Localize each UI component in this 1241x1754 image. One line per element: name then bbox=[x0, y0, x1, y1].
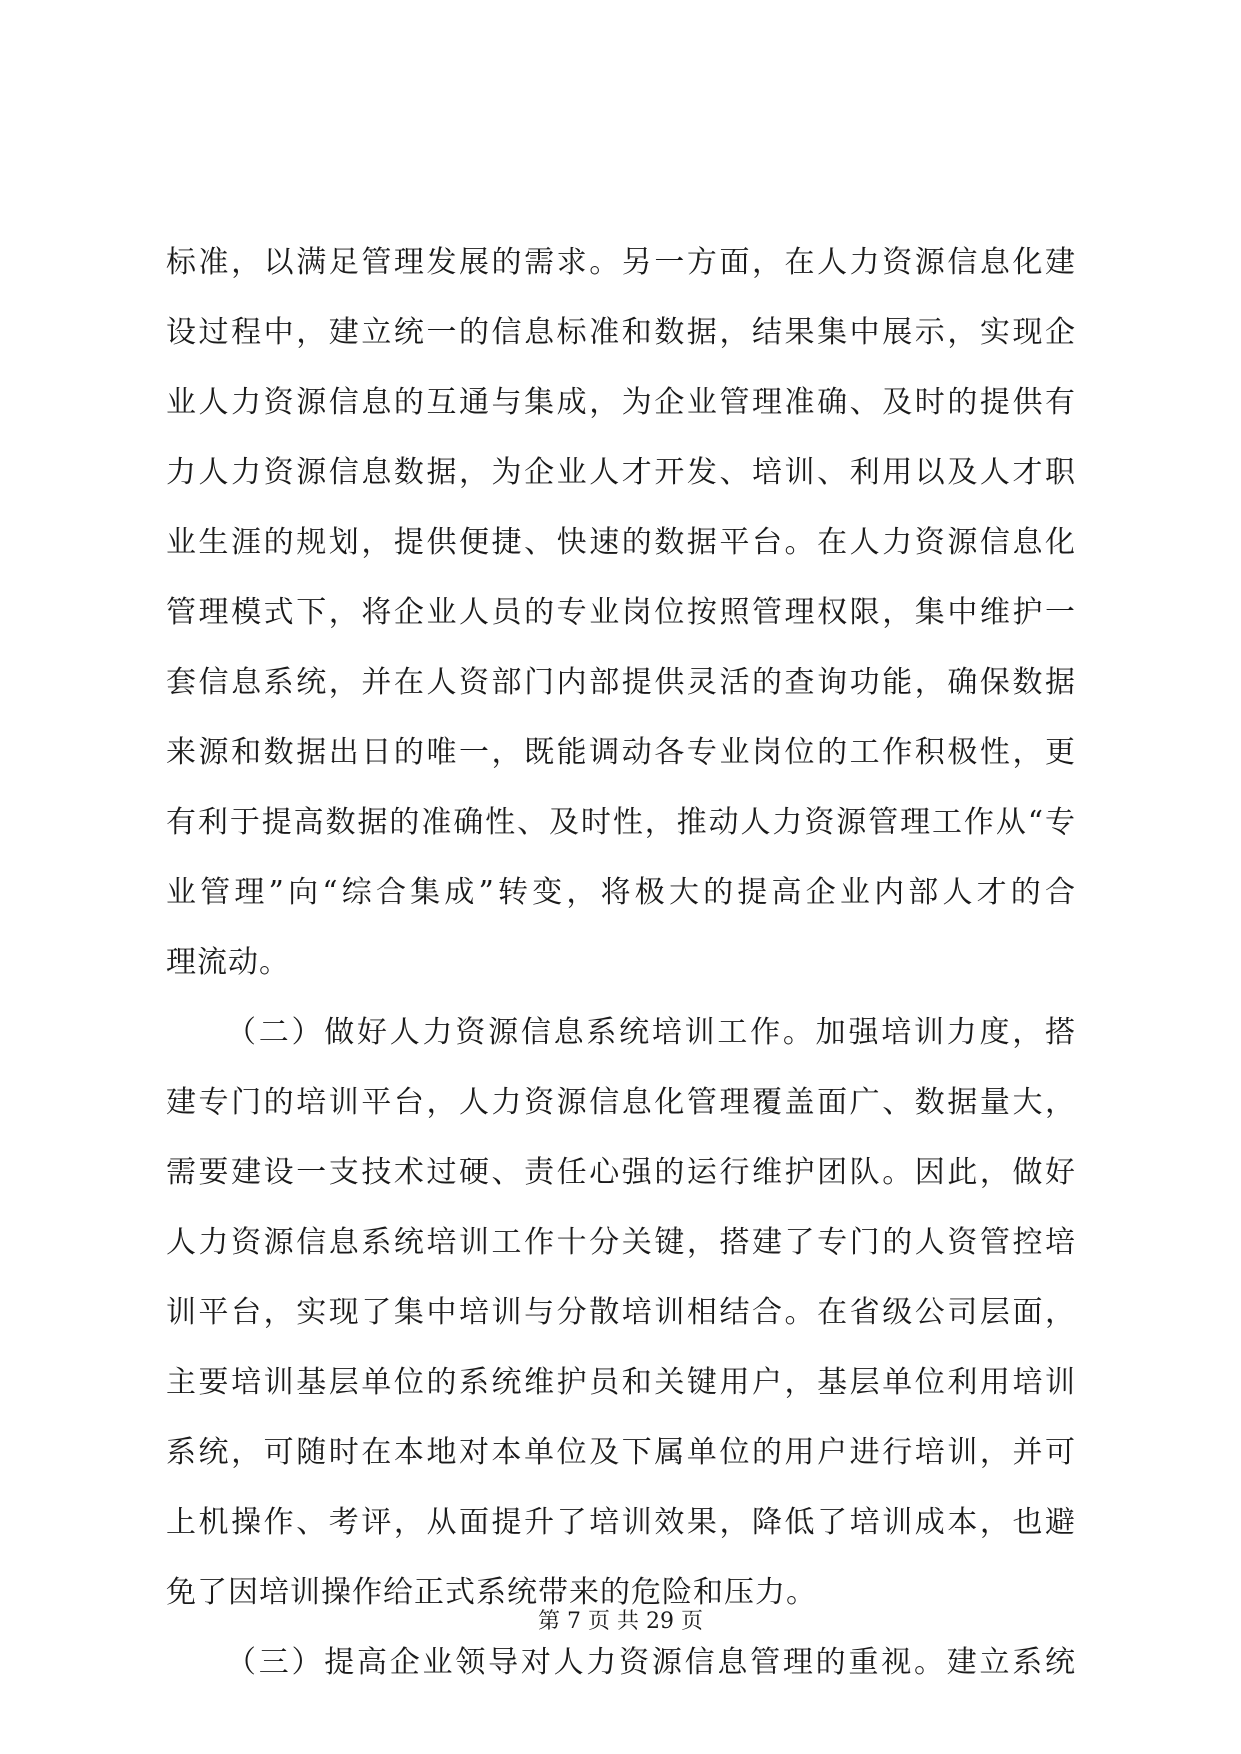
text-line: 业管理”向“综合集成”转变，将极大的提高企业内部人才的合 bbox=[166, 875, 1076, 910]
text-line: 标准，以满足管理发展的需求。另一方面，在人力资源信息化建 bbox=[166, 245, 1076, 280]
section-heading-line: （三）提高企业领导对人力资源信息管理的重视。建立系统 bbox=[226, 1645, 1076, 1680]
section-heading-line: （二）做好人力资源信息系统培训工作。加强培训力度，搭 bbox=[226, 1015, 1076, 1050]
text-line: 套信息系统，并在人资部门内部提供灵活的查询功能，确保数据 bbox=[166, 665, 1076, 700]
text-line: 有利于提高数据的准确性、及时性，推动人力资源管理工作从“专 bbox=[166, 805, 1076, 840]
page-footer: 第 7 页 共 29 页 bbox=[538, 1609, 703, 1634]
text-line: 免了因培训操作给正式系统带来的危险和压力。 bbox=[166, 1575, 817, 1610]
text-line: 来源和数据出日的唯一，既能调动各专业岗位的工作积极性，更 bbox=[166, 735, 1076, 770]
text-line: 系统，可随时在本地对本单位及下属单位的用户进行培训，并可 bbox=[166, 1435, 1076, 1470]
text-line: 人力资源信息系统培训工作十分关键，搭建了专门的人资管控培 bbox=[166, 1225, 1076, 1260]
text-line: 上机操作、考评，从面提升了培训效果，降低了培训成本，也避 bbox=[166, 1505, 1076, 1540]
text-line: 理流动。 bbox=[166, 945, 290, 980]
text-line: 主要培训基层单位的系统维护员和关键用户，基层单位利用培训 bbox=[166, 1365, 1076, 1400]
text-line: 需要建设一支技术过硬、责任心强的运行维护团队。因此，做好 bbox=[166, 1155, 1076, 1190]
text-line: 管理模式下，将企业人员的专业岗位按照管理权限，集中维护一 bbox=[166, 595, 1076, 630]
text-line: 建专门的培训平台，人力资源信息化管理覆盖面广、数据量大， bbox=[166, 1085, 1076, 1120]
text-line: 训平台，实现了集中培训与分散培训相结合。在省级公司层面， bbox=[166, 1295, 1076, 1330]
text-line: 设过程中，建立统一的信息标准和数据，结果集中展示，实现企 bbox=[166, 315, 1076, 350]
text-line: 业人力资源信息的互通与集成，为企业管理准确、及时的提供有 bbox=[166, 385, 1076, 420]
text-line: 力人力资源信息数据，为企业人才开发、培训、利用以及人才职 bbox=[166, 455, 1076, 490]
text-line: 业生涯的规划，提供便捷、快速的数据平台。在人力资源信息化 bbox=[166, 525, 1076, 560]
body-text bbox=[166, 228, 1076, 1698]
